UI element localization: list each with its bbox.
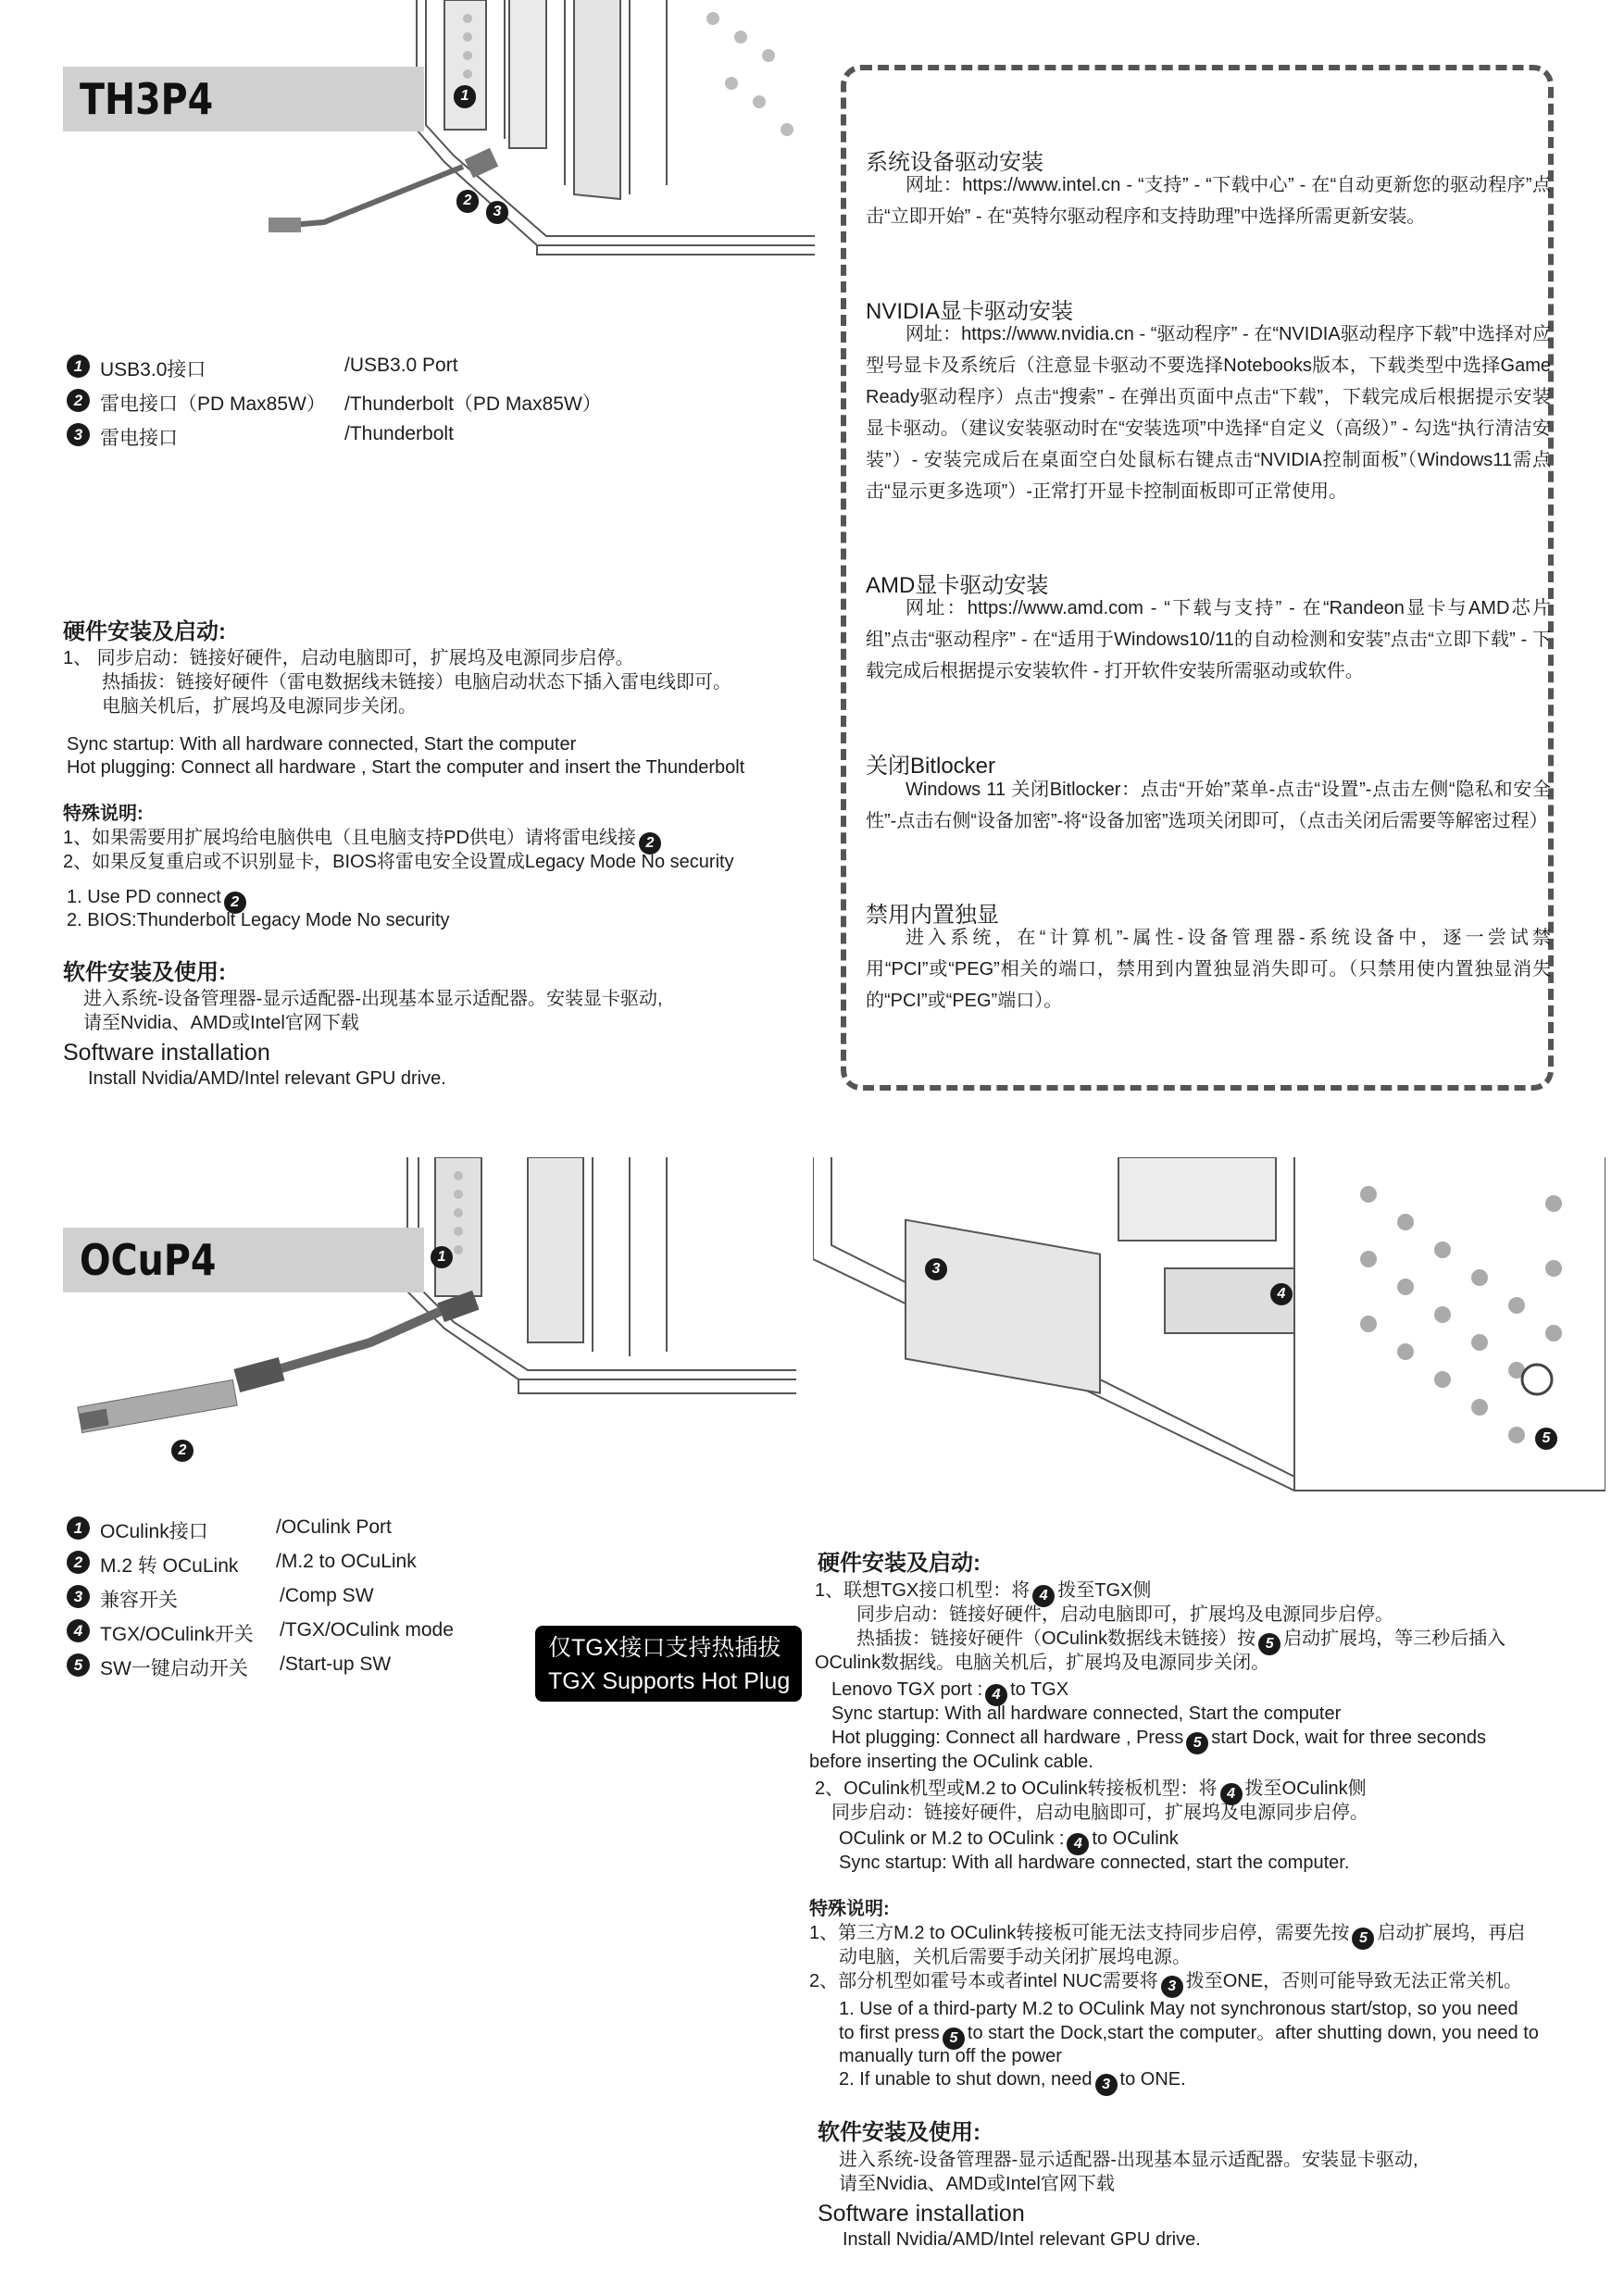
ocup4-en-4: 2. If unable to shut down, need 3 to ONE. bbox=[839, 2067, 1186, 2096]
ocup4-line-5: Lenovo TGX port : 4 to TGX bbox=[831, 1678, 1068, 1706]
callout-2: 2 bbox=[456, 190, 479, 212]
ocup4-hw-title: 硬件安装及启动: bbox=[818, 1551, 981, 1576]
ocup4-legend-2: 2 M.2 转 OCuLink /M.2 to OCuLink bbox=[67, 1551, 548, 1574]
th3p4-hw-line-2: 热插拔：链接好硬件（雷电数据线未链接）电脑启动状态下插入雷电线即可。 bbox=[102, 672, 731, 693]
ocup4-illustration-left bbox=[74, 1157, 796, 1463]
callout-3: 3 bbox=[486, 201, 508, 223]
ocup4-legend-4: 4 TGX/OCulink开关 /TGX/OCulink mode bbox=[67, 1619, 548, 1642]
box-s1-title: 系统设备驱动安装 bbox=[866, 150, 1043, 175]
th3p4-special-en-2: 2. BIOS:Thunderbolt Legacy Mode No security bbox=[67, 910, 450, 930]
ocup4-special-1: 1、第三方M.2 to OCulink转接板可能无法支持同步启停，需要先按 5 启动扩展坞，再启 bbox=[809, 1921, 1525, 1950]
inline-badge-4: 4 bbox=[1032, 1585, 1055, 1607]
th3p4-sw-en-title: Software installation bbox=[63, 1040, 270, 1066]
ocup4-line-4: OCulink数据线。电脑关机后，扩展坞及电源同步关闭。 bbox=[815, 1653, 1270, 1673]
box-s3-title: AMD显卡驱动安装 bbox=[866, 573, 1049, 598]
ocup4-line-11: OCulink or M.2 to OCulink : 4 to OCulink bbox=[839, 1827, 1179, 1855]
inline-badge-5: 5 bbox=[943, 2028, 965, 2050]
ocup4-sw-line-1: 进入系统-设备管理器-显示适配器-出现基本显示适配器。安装显卡驱动, bbox=[839, 2150, 1418, 2170]
th3p4-special-title: 特殊说明: bbox=[63, 804, 144, 824]
th3p4-hw-line-1: 1、 同步启动：链接好硬件，启动电脑即可，扩展坞及电源同步启停。 bbox=[63, 648, 634, 668]
ocup4-sw-title: 软件安装及使用: bbox=[818, 2120, 981, 2145]
ocup4-sw-en-title: Software installation bbox=[818, 2201, 1025, 2227]
ocup4-title-banner bbox=[63, 1228, 424, 1292]
inline-badge-3: 3 bbox=[1095, 2074, 1118, 2096]
ocup4-special-1c: 动电脑，关机后需要手动关闭扩展坞电源。 bbox=[839, 1947, 1191, 1967]
inline-badge-4: 4 bbox=[1220, 1783, 1243, 1805]
ocup4-en-3: manually turn off the power bbox=[839, 2046, 1062, 2066]
ocup4-callout-3: 3 bbox=[925, 1258, 947, 1280]
hot-plug-callout bbox=[535, 1626, 802, 1702]
th3p4-sw-line-1: 进入系统-设备管理器-显示适配器-出现基本显示适配器。安装显卡驱动, bbox=[83, 989, 663, 1009]
th3p4-legend-1: 1 USB3.0接口 /USB3.0 Port bbox=[67, 355, 715, 378]
th3p4-special-2: 2、如果反复重启或不识别显卡，BIOS将雷电安全设置成Legacy Mode No security bbox=[63, 852, 734, 872]
ocup4-callout-1: 1 bbox=[431, 1246, 453, 1268]
ocup4-special-title: 特殊说明: bbox=[809, 1899, 890, 1919]
ocup4-line-1: 1、联想TGX接口机型：将 4 拨至TGX侧 bbox=[815, 1578, 1151, 1607]
ocup4-line-8: before inserting the OCulink cable. bbox=[809, 1752, 1093, 1772]
ocup4-legend-1: 1 OCulink接口 /OCulink Port bbox=[67, 1516, 548, 1540]
ocup4-callout-5: 5 bbox=[1535, 1428, 1557, 1450]
ocup4-illustration-right bbox=[813, 1157, 1605, 1495]
inline-badge-5: 5 bbox=[1258, 1633, 1280, 1655]
ocup4-en-2: to first press 5 to start the Dock,start the computer。after shutting down, you need to bbox=[839, 2021, 1539, 2050]
ocup4-title: OCuP4 bbox=[80, 1235, 217, 1285]
hot-plug-en: TGX Supports Hot Plug bbox=[548, 1668, 791, 1694]
inline-badge-4: 4 bbox=[1067, 1833, 1089, 1855]
ocup4-line-12: Sync startup: With all hardware connected, start the computer. bbox=[839, 1853, 1350, 1873]
ocup4-en-1: 1. Use of a third-party M.2 to OCulink May not synchronous start/stop, so you need bbox=[839, 1999, 1518, 2019]
th3p4-sw-line-2: 请至Nvidia、AMD或Intel官网下载 bbox=[83, 1013, 359, 1033]
th3p4-special-1: 1、如果需要用扩展坞给电脑供电（且电脑支持PD供电）请将雷电线接 2 bbox=[63, 826, 664, 855]
th3p4-special-en-1: 1. Use PD connect 2 bbox=[67, 885, 249, 914]
inline-badge-3: 3 bbox=[1161, 1976, 1183, 1998]
inline-badge-5: 5 bbox=[1352, 1928, 1374, 1950]
ocup4-line-2: 同步启动：链接好硬件，启动电脑即可，扩展坞及电源同步启停。 bbox=[856, 1604, 1393, 1625]
th3p4-legend-2: 2 雷电接口（PD Max85W） /Thunderbolt（PD Max85W） bbox=[67, 389, 715, 412]
ocup4-line-7: Hot plugging: Connect all hardware , Press 5 start Dock, wait for three seconds bbox=[831, 1726, 1486, 1754]
ocup4-callout-4: 4 bbox=[1270, 1283, 1293, 1305]
ocup4-legend-3: 3 兼容开关 /Comp SW bbox=[67, 1585, 548, 1608]
inline-badge-2: 2 bbox=[224, 892, 246, 914]
th3p4-sync-en: Sync startup: With all hardware connected, Start the computer bbox=[67, 734, 577, 755]
ocup4-callout-2: 2 bbox=[171, 1440, 194, 1462]
box-s4-text: Windows 11 关闭Bitlocker：点击“开始”菜单-点击“设置”-点击左侧“隐私和安全性”-点击右侧“设备加密”-将“设备加密”选项关闭即可，（点击关闭后需要等解密过程） bbox=[866, 780, 1551, 831]
th3p4-title: TH3P4 bbox=[80, 74, 214, 124]
ocup4-line-3: 热插拔：链接好硬件（OCulink数据线未链接）按 5 启动扩展坞，等三秒后插入 bbox=[856, 1627, 1505, 1655]
th3p4-hw-title: 硬件安装及启动: bbox=[63, 619, 226, 644]
th3p4-title-banner bbox=[63, 67, 424, 131]
inline-badge-2: 2 bbox=[639, 832, 661, 855]
ocup4-line-10: 同步启动：链接好硬件，启动电脑即可，扩展坞及电源同步启停。 bbox=[831, 1803, 1368, 1823]
ocup4-legend-5: 5 SW一键启动开关 /Start-up SW bbox=[67, 1653, 548, 1677]
box-s2-text: 网址：https://www.nvidia.cn - “驱动程序” - 在“NVIDIA驱动程序下载”中选择对应型号显卡及系统后（注意显卡驱动不要选择Notebooks版本，下载类型中选择Game Ready驱动程序）点击“搜索” - 在弹出页面中点击“下载”，下载完成后根据提示安装显卡驱动。（建议安装驱动时在“安装选项”中选择“自定义（高级）” - 勾选“执行清洁安装”）- 安装完成后在桌面空白处鼠标右键点击“NVIDIA控制面板”（Windows11需点击“显示更多选项”）-正常打开显卡控制面板即可正常使用。 bbox=[866, 324, 1551, 502]
box-s1-text: 网址：https://www.intel.cn - “支持” - “下载中心” - 在“自动更新您的驱动程序”点击“立即开始” - 在“英特尔驱动程序和支持助理”中选择所需更新安装。 bbox=[866, 175, 1551, 227]
inline-badge-4: 4 bbox=[985, 1684, 1007, 1706]
ocup4-sw-line-2: 请至Nvidia、AMD或Intel官网下载 bbox=[839, 2174, 1115, 2194]
ocup4-line-6: Sync startup: With all hardware connected, Start the computer bbox=[831, 1703, 1342, 1724]
th3p4-hw-line-3: 电脑关机后，扩展坞及电源同步关闭。 bbox=[102, 696, 417, 717]
th3p4-sw-en-line: Install Nvidia/AMD/Intel relevant GPU drive. bbox=[88, 1068, 446, 1089]
ocup4-special-2: 2、部分机型如霍号本或者intel NUC需要将 3 拨至ONE，否则可能导致无法正常关机。 bbox=[809, 1969, 1522, 1998]
inline-badge-5: 5 bbox=[1186, 1732, 1208, 1754]
hot-plug-zh: 仅TGX接口支持热插拔 bbox=[548, 1635, 781, 1661]
callout-1: 1 bbox=[454, 85, 476, 107]
th3p4-hot-en: Hot plugging: Connect all hardware , Start the computer and insert the Thunderbolt bbox=[67, 757, 745, 778]
ocup4-sw-en-line: Install Nvidia/AMD/Intel relevant GPU drive. bbox=[843, 2229, 1201, 2250]
th3p4-sw-title: 软件安装及使用: bbox=[63, 960, 226, 985]
ocup4-line-9: 2、OCulink机型或M.2 to OCulink转接板机型：将 4 拨至OCulink侧 bbox=[815, 1777, 1367, 1805]
box-s5-text: 进入系统，在“计算机”-属性-设备管理器-系统设备中，逐一尝试禁用“PCI”或“PEG”相关的端口，禁用到内置独显消失即可。（只禁用使内置独显消失的“PCI”或“PEG”端口）。 bbox=[866, 928, 1551, 1011]
box-s2-title: NVIDIA显卡驱动安装 bbox=[866, 299, 1074, 324]
box-s3-text: 网址：https://www.amd.com - “下载与支持” - 在“Randeon显卡与AMD芯片组”点击“驱动程序” - 在“适用于Windows10/11的自动检测和安装”点击“立即下载” - 下载完成后根据提示安装软件 - 打开软件安装所需驱动或软件。 bbox=[866, 598, 1551, 681]
box-s5-title: 禁用内置独显 bbox=[866, 903, 999, 928]
box-s4-title: 关闭Bitlocker bbox=[866, 754, 996, 779]
th3p4-legend-3: 3 雷电接口 /Thunderbolt bbox=[67, 423, 715, 446]
